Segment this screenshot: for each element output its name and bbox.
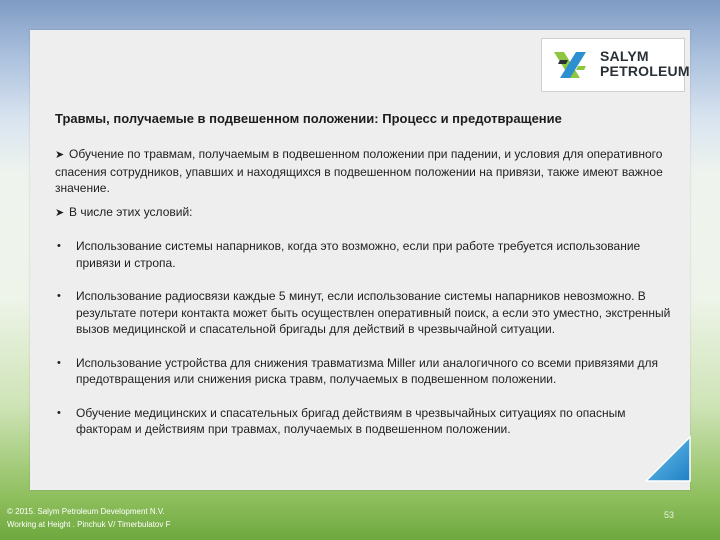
salym-petroleum-logo (541, 38, 690, 92)
conditions-list (58, 238, 678, 455)
slide-title: Травмы, получаемые в подвешенном положении: Процесс и предотвращение (55, 111, 562, 126)
conditions-label (55, 205, 193, 219)
bullet-icon: • (57, 290, 61, 302)
list-item-text: Использование радиосвязи каждые 5 минут, если использование системы напарников невозможно. В результате потери контакта может быть осуществлен оперативный поиск, а если это уместно, экстренный вызов медицинской и спасательной бригады для действий в чрезвычайной ситуации. (76, 289, 671, 336)
footer (7, 505, 170, 531)
list-item-text: Обучение медицинских и спасательных бригад действиям в чрезвычайных ситуациях по опасным факторам и действиям при травмах, получаемых в подвешенном положении. (76, 405, 626, 436)
logo-line-1: SALYM (600, 48, 649, 64)
list-item (58, 238, 678, 271)
salym-logo-icon (550, 48, 594, 82)
list-item (58, 405, 678, 438)
arrow-bullet-icon: ➤ (55, 207, 65, 219)
logo-line-2: PETROLEUM (600, 63, 690, 79)
page-number: 53 (664, 510, 675, 520)
list-item-text: Использование устройства для снижения травматизма Miller или аналогичного со всеми привязями для предотвращения или снижения риска травм, получаемых в подвешенном положении. (76, 355, 658, 386)
intro-text: Обучение по травмам, получаемым в подвешенном положении при падении, и условия для оперативного спасения сотрудников, упавших и находящихся в подвешенном положении на привязи, также имеют важное значение. (55, 147, 663, 195)
bullet-icon: • (57, 356, 61, 369)
bullet-icon: • (57, 406, 61, 419)
intro-paragraph (55, 146, 677, 197)
bullet-icon: • (57, 240, 61, 252)
footer-copyright: © 2015. Salym Petroleum Development N.V. (7, 507, 165, 516)
footer-authors: Working at Height . Pinchuk V/ Timerbulatov F (7, 520, 171, 529)
list-item (58, 288, 678, 338)
list-item-text: Использование системы напарников, когда это возможно, если при работе требуется использование привязи и стропа. (76, 239, 641, 270)
list-item (58, 355, 678, 388)
arrow-bullet-icon: ➤ (55, 149, 65, 161)
conditions-text: В числе этих условий: (69, 205, 193, 219)
page-corner-icon (644, 435, 694, 485)
